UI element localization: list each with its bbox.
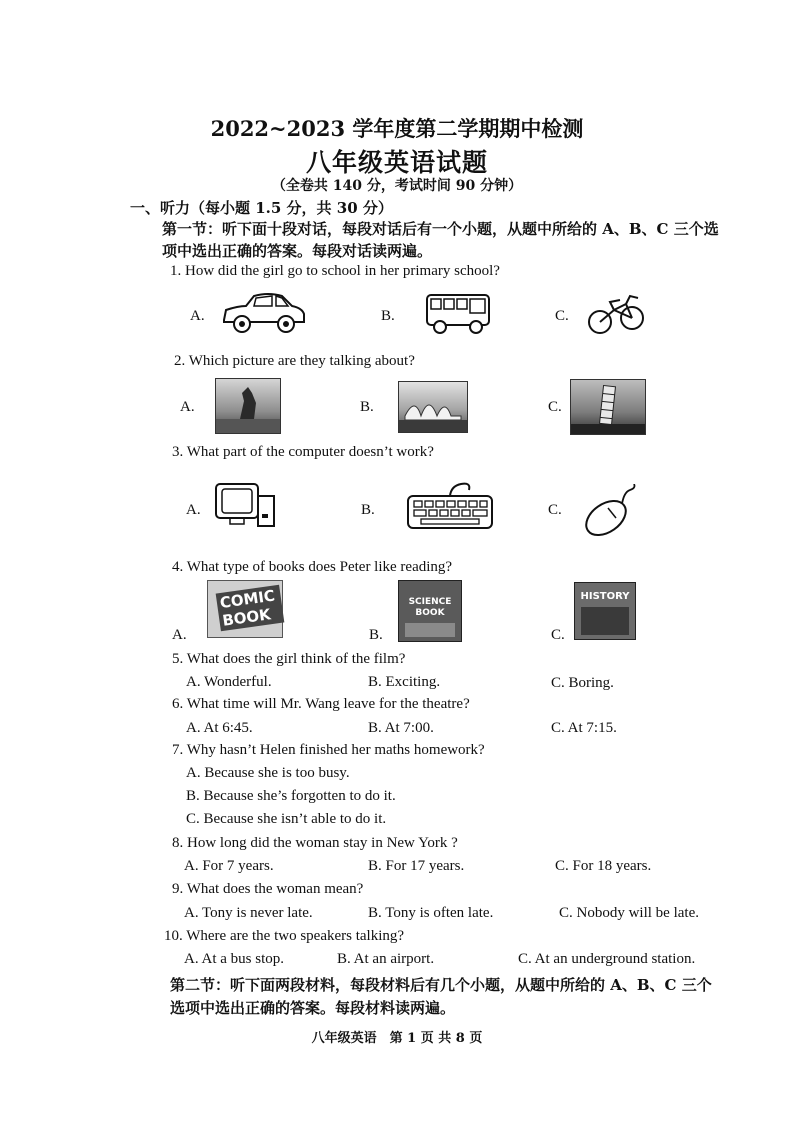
q5-option-a: A. Wonderful. (186, 674, 272, 690)
section-heading: 一、听力（每小题 1.5 分，共 30 分） (130, 199, 393, 217)
q3-option-c-label: C. (548, 502, 562, 518)
q4-option-b-label: B. (369, 627, 383, 643)
q7-option-a: A. Because she is too busy. (186, 765, 350, 781)
q9-option-a: A. Tony is never late. (184, 905, 313, 921)
q5-option-b: B. Exciting. (368, 674, 441, 690)
mouse-icon (580, 484, 640, 540)
question-7: 7. Why hasn’t Helen finished her maths homework? (172, 742, 485, 758)
q9-option-b: B. Tony is often late. (368, 905, 494, 921)
question-6: 6. What time will Mr. Wang leave for the theatre? (172, 696, 470, 712)
q7-option-c: C. Because she isn’t able to do it. (186, 811, 387, 827)
q5-option-c: C. Boring. (551, 675, 614, 691)
q6-option-c: C. At 7:15. (551, 720, 617, 736)
q9-option-c: C. Nobody will be late. (559, 905, 699, 921)
exam-period-title: 2022~2023 学年度第二学期期中检测 (210, 116, 584, 141)
question-5: 5. What does the girl think of the film? (172, 651, 406, 667)
q8-option-b: B. For 17 years. (368, 858, 465, 874)
comic-book-cover (207, 580, 283, 638)
q3-option-b-label: B. (361, 502, 375, 518)
bicycle-icon (586, 292, 648, 336)
science-book-title: SCIENCE BOOK (408, 597, 452, 618)
part1-instruction-line1: 第一节：听下面十段对话，每段对话后有一个小题，从题中所给的 A、B、C 三个选 (162, 220, 719, 238)
q8-option-c: C. For 18 years. (555, 858, 652, 874)
part1-instruction-line2: 项中选出正确的答案。每段对话读两遍。 (162, 242, 433, 260)
q2-option-b-label: B. (360, 399, 374, 415)
q6-option-a: A. At 6:45. (186, 720, 253, 736)
q7-option-b: B. Because she’s forgotten to do it. (186, 788, 396, 804)
monitor-icon (214, 480, 276, 528)
q6-option-b: B. At 7:00. (368, 720, 434, 736)
bus-icon (424, 290, 494, 336)
q10-option-b: B. At an airport. (337, 951, 435, 967)
q1-option-a-label: A. (190, 308, 205, 324)
q8-option-a: A. For 7 years. (184, 858, 274, 874)
exam-title: 八年级英语试题 (305, 148, 488, 177)
q10-option-c: C. At an underground station. (518, 951, 696, 967)
q3-option-a-label: A. (186, 502, 201, 518)
question-2: 2. Which picture are they talking about? (174, 353, 415, 369)
statue-photo (215, 378, 281, 434)
q4-option-a-label: A. (172, 627, 187, 643)
history-book-title: HISTORY (580, 591, 630, 602)
exam-info: （全卷共 140 分，考试时间 90 分钟） (271, 178, 523, 194)
page-footer: 八年级英语 第 1 页 共 8 页 (311, 1031, 483, 1046)
keyboard-icon (405, 480, 495, 530)
q1-option-b-label: B. (381, 308, 395, 324)
q10-option-a: A. At a bus stop. (184, 951, 285, 967)
part2-instruction-line2: 选项中选出正确的答案。每段材料读两遍。 (170, 999, 456, 1017)
history-book-cover (574, 582, 636, 640)
question-1: 1. How did the girl go to school in her primary school? (170, 263, 500, 279)
q2-option-c-label: C. (548, 399, 562, 415)
question-8: 8. How long did the woman stay in New York ? (172, 835, 458, 851)
opera-house-photo (398, 381, 468, 433)
car-icon (218, 290, 308, 336)
science-book-cover (398, 580, 462, 642)
q4-option-c-label: C. (551, 627, 565, 643)
q1-option-c-label: C. (555, 308, 569, 324)
question-4: 4. What type of books does Peter like reading? (172, 559, 453, 575)
question-9: 9. What does the woman mean? (172, 881, 364, 897)
q2-option-a-label: A. (180, 399, 195, 415)
leaning-tower-photo (570, 379, 646, 435)
comic-book-title: COMIC BOOK (216, 585, 285, 632)
question-3: 3. What part of the computer doesn’t work? (172, 444, 434, 460)
question-10: 10. Where are the two speakers talking? (164, 928, 405, 944)
part2-instruction-line1: 第二节：听下面两段材料，每段材料后有几个小题，从题中所给的 A、B、C 三个 (170, 976, 712, 994)
